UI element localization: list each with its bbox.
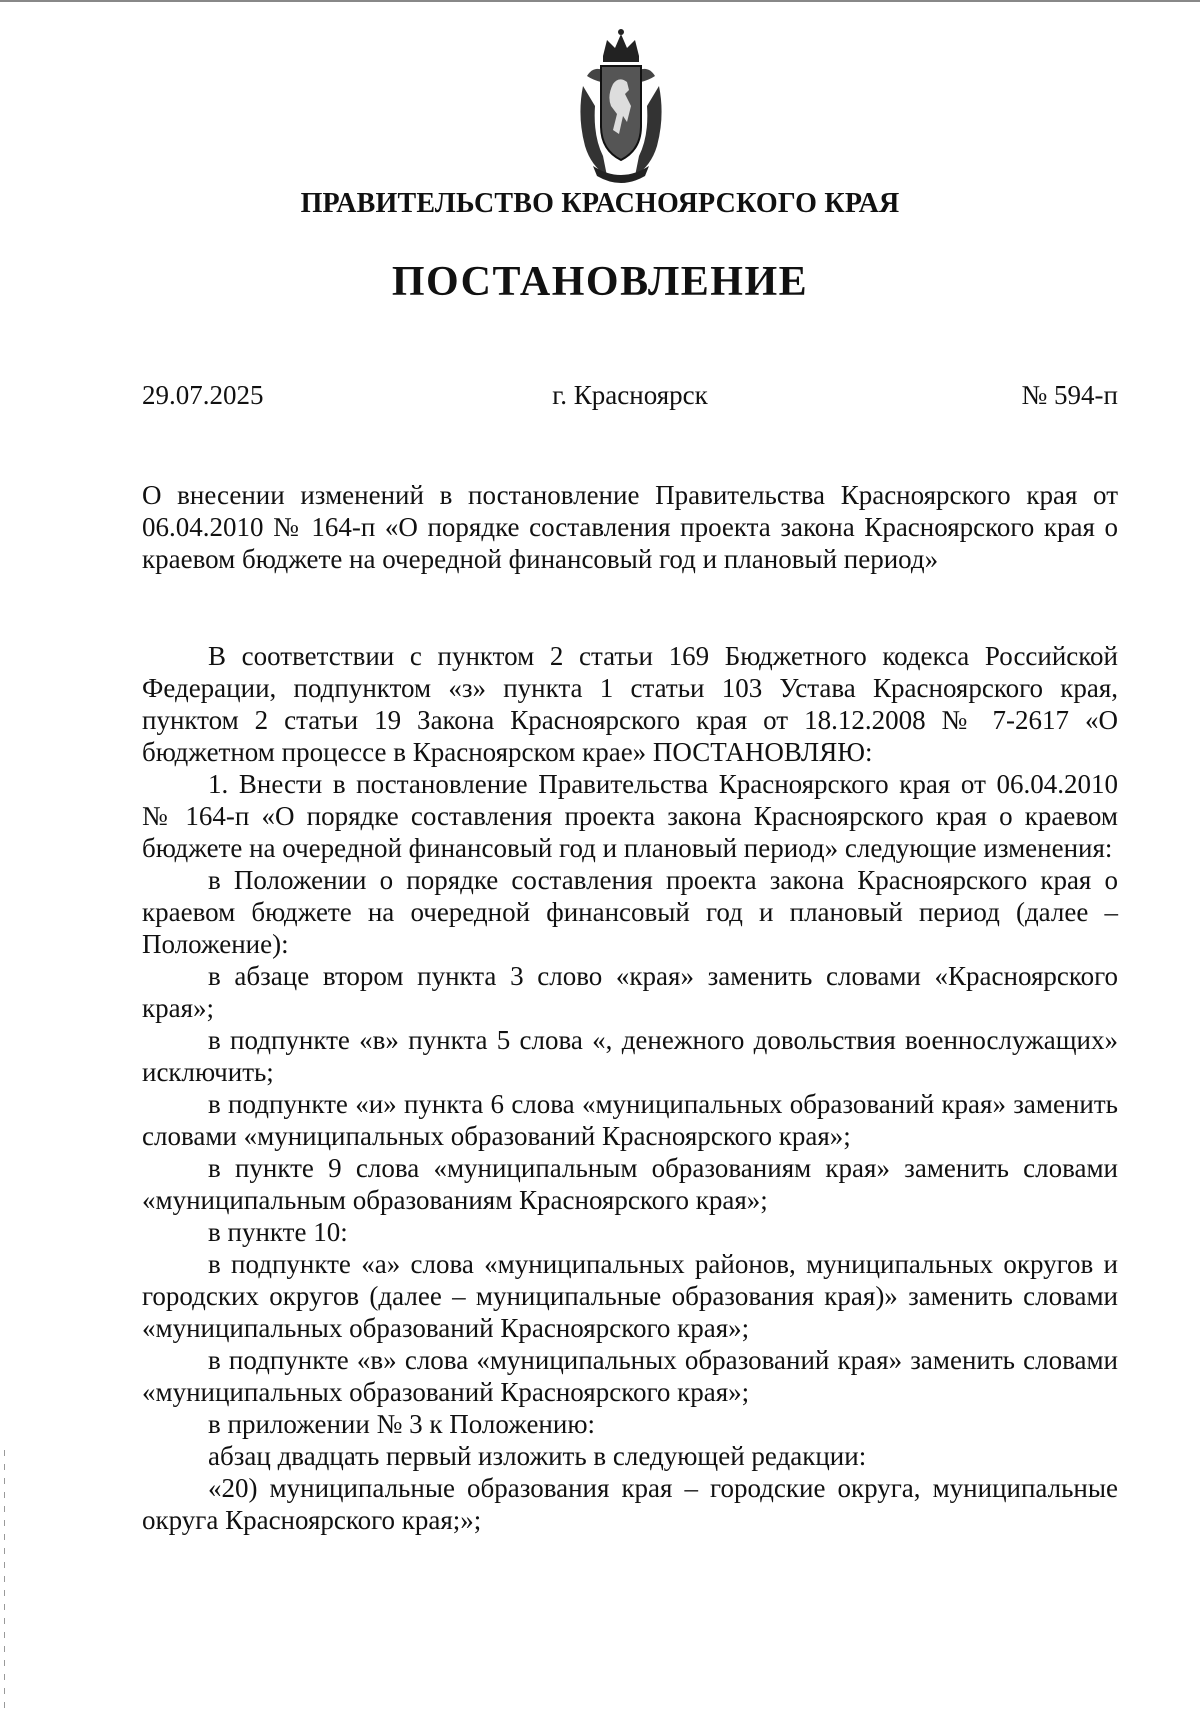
body-paragraph: в подпункте «в» пункта 5 слова «, денежного довольствия военнослужащих» исключить; [142, 1025, 1118, 1087]
body-paragraph: в пункте 9 слова «муниципальным образованиям края» заменить словами «муниципальным образованиям Красноярского края»; [142, 1153, 1118, 1215]
government-title: ПРАВИТЕЛЬСТВО КРАСНОЯРСКОГО КРАЯ [300, 188, 900, 219]
body-paragraph: в подпункте «и» пункта 6 слова «муниципальных образований края» заменить словами «муниципальных образований Красноярского края»; [142, 1089, 1118, 1151]
body-paragraph: «20) муниципальные образования края – городские округа, муниципальные округа Красноярского края;»; [142, 1473, 1118, 1535]
body-paragraph: в подпункте «а» слова «муниципальных районов, муниципальных округов и городских округов (далее – муниципальные образования края)» заменить словами «муниципальных образований Красноярского края»; [142, 1249, 1118, 1343]
scan-edge-top [0, 0, 1200, 2]
document-meta [142, 380, 1118, 416]
body-paragraph: в приложении № 3 к Положению: [208, 1409, 596, 1439]
body-paragraph: 1. Внести в постановление Правительства Красноярского края от 06.04.2010 № 164-п «О порядке составления проекта закона Красноярского края о краевом бюджете на очередной финансовый год и плановый период» следующие изменения: [142, 769, 1118, 863]
body-paragraph: в Положении о порядке составления проекта закона Красноярского края о краевом бюджете на очередной финансовый год и плановый период (далее – Положение): [142, 865, 1118, 959]
body-paragraph: в пункте 10: [208, 1217, 348, 1247]
body-paragraph: абзац двадцать первый изложить в следующей редакции: [208, 1441, 867, 1471]
document-body [142, 640, 1118, 1536]
document-number: № 594-п [1021, 380, 1118, 410]
coat-of-arms-icon [573, 26, 669, 186]
body-paragraph: В соответствии с пунктом 2 статьи 169 Бюджетного кодекса Российской Федерации, подпунктом «з» пункта 1 статьи 103 Устава Красноярского края, пунктом 2 статьи 19 Закона Красноярского края от 18.12.2008 № 7-2617 «О бюджетном процессе в Красноярском крае» ПОСТАНОВЛЯЮ: [142, 641, 1118, 767]
scan-edge-left [4, 1450, 5, 1710]
document-type-heading: ПОСТАНОВЛЕНИЕ [391, 259, 809, 305]
document-city: г. Красноярск [552, 380, 708, 410]
body-paragraph: в абзаце втором пункта 3 слово «края» заменить словами «Красноярского края»; [142, 961, 1118, 1023]
body-paragraph: в подпункте «в» слова «муниципальных образований края» заменить словами «муниципальных образований Красноярского края»; [142, 1345, 1118, 1407]
document-date: 29.07.2025 [142, 380, 264, 410]
document-subject: О внесении изменений в постановление Правительства Красноярского края от 06.04.2010 № 164-п «О порядке составления проекта закона Красноярского края о краевом бюджете на очередной финансовый год и плановый период» [142, 480, 1118, 574]
